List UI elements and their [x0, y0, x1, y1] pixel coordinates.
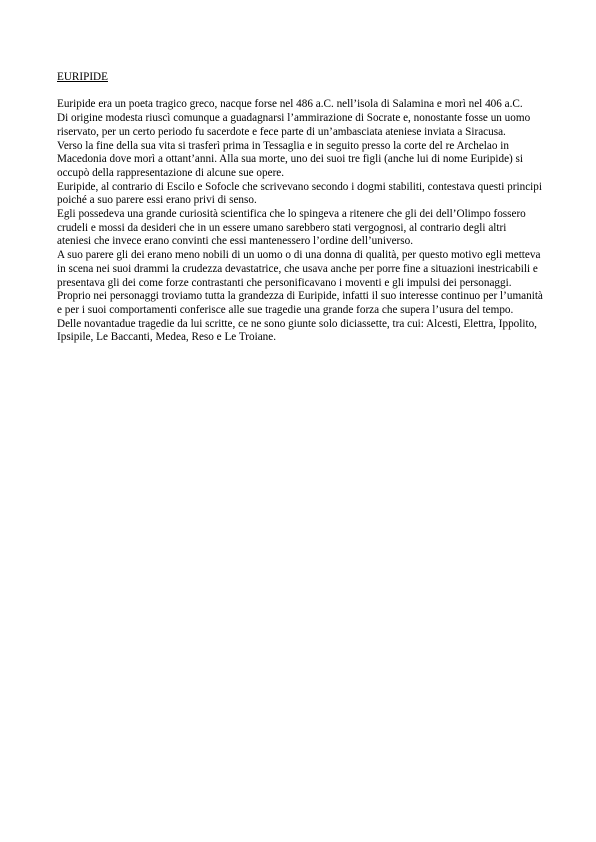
paragraph-tragedies: Delle novantadue tragedie da lui scritte, ce ne sono giunte solo diciassette, tra cui: Alcesti, Elettra, Ippolito, Ipsipile, Le Baccanti, Medea, Reso e Le Troiane.: [57, 317, 537, 344]
paragraph-curiosity: Egli possedeva una grande curiosità scientifica che lo spingeva a ritenere che gli dei dell’Olimpo fossero crudeli e mossi da desideri che in un essere umano sarebbero stati vergognosi, al contrario degli altri ateniesi che invece erano convinti che essi mantenessero l’ordine dell’universo.: [57, 208, 526, 248]
paragraph-origins: Di origine modesta riuscì comunque a guadagnarsi l’ammirazione di Socrate e, nonostante fosse un uomo riservato, per un certo periodo fu sacerdote e fece parte di un’ambasciata ateniese inviata a Siracusa.: [57, 112, 531, 138]
paragraph-gods: A suo parere gli dei erano meno nobili di un uomo o di una donna di qualità, per questo motivo egli metteva in scena nei suoi drammi la crudezza devastatrice, che usava anche per porre fine a situazioni inestricabili e presentava gli dei come forze contrastanti che personificavano i moventi e gli impulsi dei personaggi.: [57, 249, 541, 289]
document-body: [57, 71, 543, 345]
paragraph-birth: Euripide era un poeta tragico greco, nacque forse nel 486 a.C. nell’isola di Salamina e morì nel 406 a.C.: [57, 98, 523, 111]
paragraph-contestation: Euripide, al contrario di Escilo e Sofocle che scrivevano secondo i dogmi stabiliti, contestava questi principi poiché a suo parere essi erano privi di senso.: [57, 180, 542, 207]
paragraph-characters: Proprio nei personaggi troviamo tutta la grandezza di Euripide, infatti il suo interesse continuo per l’umanità e per i suoi comportamenti conferisce alle sue tragedie una grande forza che supera l’usura del tempo.: [57, 290, 543, 316]
paragraph-late-life: Verso la fine della sua vita si trasferì prima in Tessaglia e in seguito presso la corte del re Archelao in Macedonia dove morì a ottant’anni. Alla sua morte, uno dei suoi tre figli (anche lui di nome Euripide) si occupò della rappresentazione di alcune sue opere.: [57, 139, 524, 179]
document-title: EURIPIDE: [57, 71, 108, 83]
